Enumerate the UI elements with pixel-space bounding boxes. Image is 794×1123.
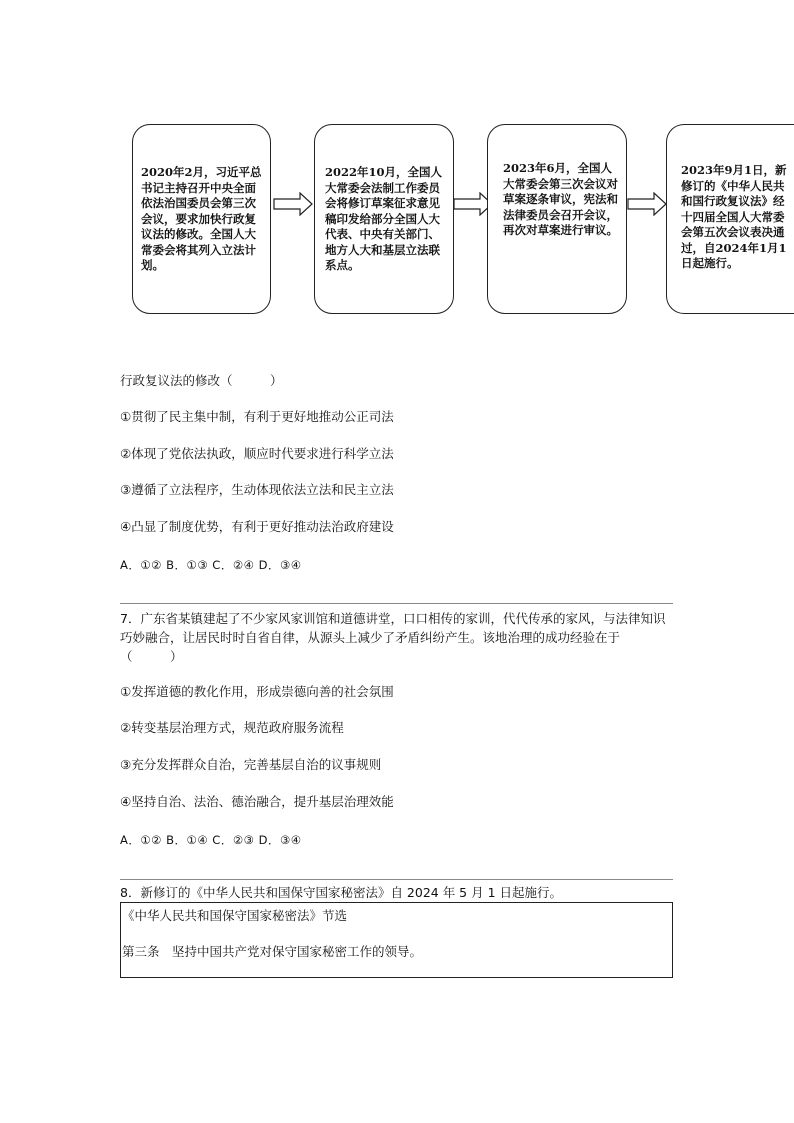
flow-step-1-text: 2020年2月，习近平总书记主持召开中央全面依法治国委员会第三次会议，要求加快行政复议法的修改。全国人大常委会将其列入立法计划。: [141, 165, 262, 272]
separator-line: [120, 603, 673, 604]
q6-stem: 行政复议法的修改（ ）: [120, 373, 283, 388]
q7-option-1: ①发挥道德的教化作用，形成崇德向善的社会氛围: [120, 684, 394, 699]
excerpt-title: 《中华人民共和国保守国家秘密法》节选: [122, 908, 348, 923]
flow-step-2: [314, 124, 454, 314]
flow-step-2-text: 2022年10月，全国人大常委会法制工作委员会将修订草案征求意见稿印发给部分全国人大代表、中央有关部门、地方人大和基层立法联系点。: [325, 165, 443, 272]
q7-option-2: ②转变基层治理方式，规范政府服务流程: [120, 720, 344, 735]
q6-choices: A．①② B．①③ C．②④ D．③④: [120, 558, 302, 572]
q6-option-3: ③遵循了立法程序，生动体现依法立法和民主立法: [120, 482, 394, 497]
q6-option-2: ②体现了党依法执政，顺应时代要求进行科学立法: [120, 446, 394, 461]
flow-step-4-text: 2023年9月1日，新修订的《中华人民共和国行政复议法》经十四届全国人大常委会第五次会议表决通过，自2024年1月1日起施行。: [681, 163, 787, 270]
flow-step-3: [487, 124, 627, 314]
q7-choices: A．①② B．①④ C．②③ D．③④: [120, 833, 302, 847]
legislation-flowchart: [0, 0, 794, 340]
q8-stem: 8．新修订的《中华人民共和国保守国家秘密法》自 2024 年 5 月 1 日起施行。: [120, 885, 563, 900]
law-excerpt-box: [120, 902, 673, 978]
flow-step-4: [666, 124, 794, 314]
q7-option-4: ④坚持自治、法治、德治融合，提升基层治理效能: [120, 794, 394, 809]
arrow-right-icon: [627, 192, 667, 216]
separator-line: [120, 879, 673, 880]
q6-option-1: ①贯彻了民主集中制，有利于更好地推动公正司法: [120, 409, 394, 424]
arrow-right-icon: [273, 192, 313, 216]
flow-step-3-text: 2023年6月，全国人大常委会第三次会议对草案逐条审议，宪法和法律委员会召开会议，再次对草案进行审议。: [503, 161, 618, 237]
q7-stem: 7．广东省某镇建起了不少家风家训馆和道德讲堂，口口相传的家训，代代传承的家风，与法律知识巧妙融合，让居民时时自省自律，从源头上减少了矛盾纠纷产生。该地治理的成功经验在于（ ）: [120, 611, 666, 664]
q6-option-4: ④凸显了制度优势，有利于更好推动法治政府建设: [120, 519, 394, 534]
q7-option-3: ③充分发挥群众自治，完善基层自治的议事规则: [120, 757, 382, 772]
excerpt-article: 第三条 坚持中国共产党对保守国家秘密工作的领导。: [122, 944, 423, 959]
flow-step-1: [132, 124, 271, 314]
